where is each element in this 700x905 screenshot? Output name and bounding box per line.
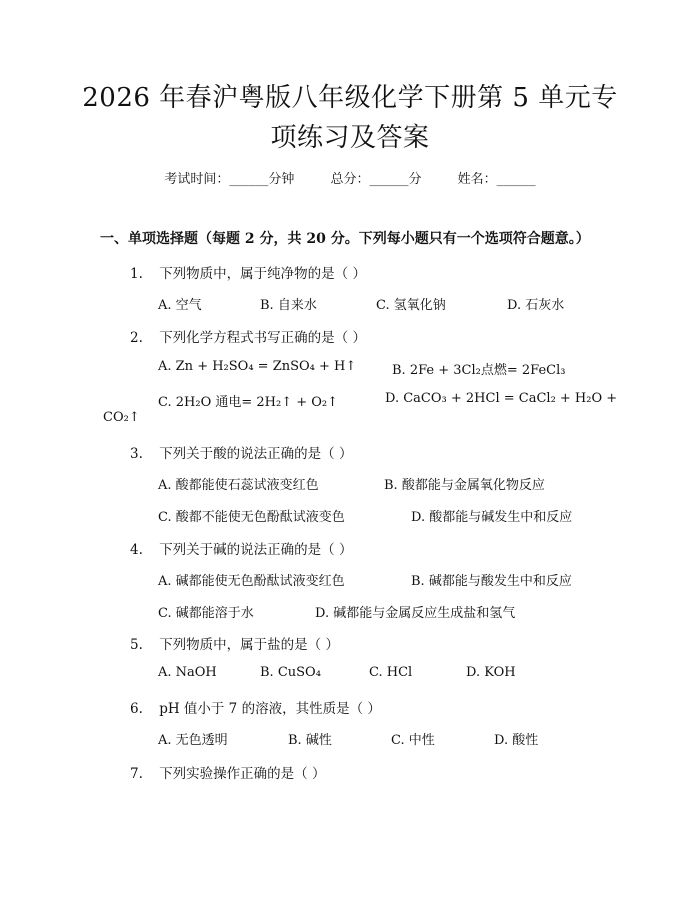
question-number: 1. [130,266,143,282]
student-name: 姓名：______ [457,172,536,187]
question-number: 5. [130,637,143,653]
option-d: D. 碱都能与金属反应生成盐和氢气 [315,606,516,621]
option-a: A. Zn + H₂SO₄ = ZnSO₄ + H↑ [158,359,357,374]
option-a: A. 碱都能使无色酚酞试液变红色 [158,574,345,589]
question-text: 下列物质中，属于纯净物的是（ ） [159,266,366,282]
question-number: 7. [130,766,143,782]
option-d: D. 酸都能与碱发生中和反应 [411,510,573,525]
question-number: 2. [130,330,143,346]
option-b: B. 碱性 [288,733,332,748]
question-text: 下列实验操作正确的是（ ） [159,766,326,782]
option-d: D. 石灰水 [507,298,565,313]
question-6 [130,697,381,717]
question-2 [130,326,366,346]
question-5 [130,633,339,653]
option-c: C. HCl [369,665,413,680]
question-3 [130,442,352,462]
option-b: B. 酸都能与金属氧化物反应 [384,478,545,493]
option-b: B. 碱都能与酸发生中和反应 [411,574,572,589]
title-line-1: 2026 年春沪粤版八年级化学下册第 5 单元专 [82,83,618,113]
question-1 [130,262,366,282]
section-heading: 一、单项选择题（每题 2 分，共 20 分。下列每小题只有一个选项符合题意。） [100,231,590,247]
title-line-2: 项练习及答案 [270,123,430,153]
question-number: 3. [130,446,143,462]
question-7 [130,762,325,782]
option-b: B. CuSO₄ [260,665,321,680]
option-a: A. 酸都能使石蕊试液变红色 [158,478,319,493]
question-4 [130,538,352,558]
option-d: D. 酸性 [494,733,539,748]
question-text: 下列关于碱的说法正确的是（ ） [159,542,353,558]
option-c: C. 中性 [391,733,435,748]
option-c: C. 2H₂O 通电= 2H₂↑ + O₂↑ [158,395,339,410]
question-text: 下列化学方程式书写正确的是（ ） [159,330,366,346]
question-number: 4. [130,542,143,558]
question-text: 下列物质中，属于盐的是（ ） [159,637,339,653]
option-b: B. 自来水 [260,298,317,313]
exam-time: 考试时间：______分钟 [164,172,295,187]
option-c: C. 酸都不能使无色酚酞试液变色 [158,510,345,525]
option-d: D. CaCO₃ + 2HCl = CaCl₂ + H₂O + [385,391,618,406]
question-text: 下列关于酸的说法正确的是（ ） [159,446,353,462]
option-a: A. 空气 [158,298,202,313]
question-text: pH 值小于 7 的溶液，其性质是（ ） [159,701,381,717]
option-c: C. 氢氧化钠 [376,298,446,313]
question-number: 6. [130,701,143,717]
exam-meta [0,168,700,187]
option-c: C. 碱都能溶于水 [158,606,254,621]
total-score: 总分：______分 [330,172,422,187]
option-b: B. 2Fe + 3Cl₂点燃= 2FeCl₃ [392,363,566,378]
option-a: A. 无色透明 [158,733,228,748]
option-d: D. KOH [466,665,516,680]
document-title [60,78,640,158]
option-a: A. NaOH [158,665,217,680]
option-d-continued: CO₂↑ [103,410,140,425]
